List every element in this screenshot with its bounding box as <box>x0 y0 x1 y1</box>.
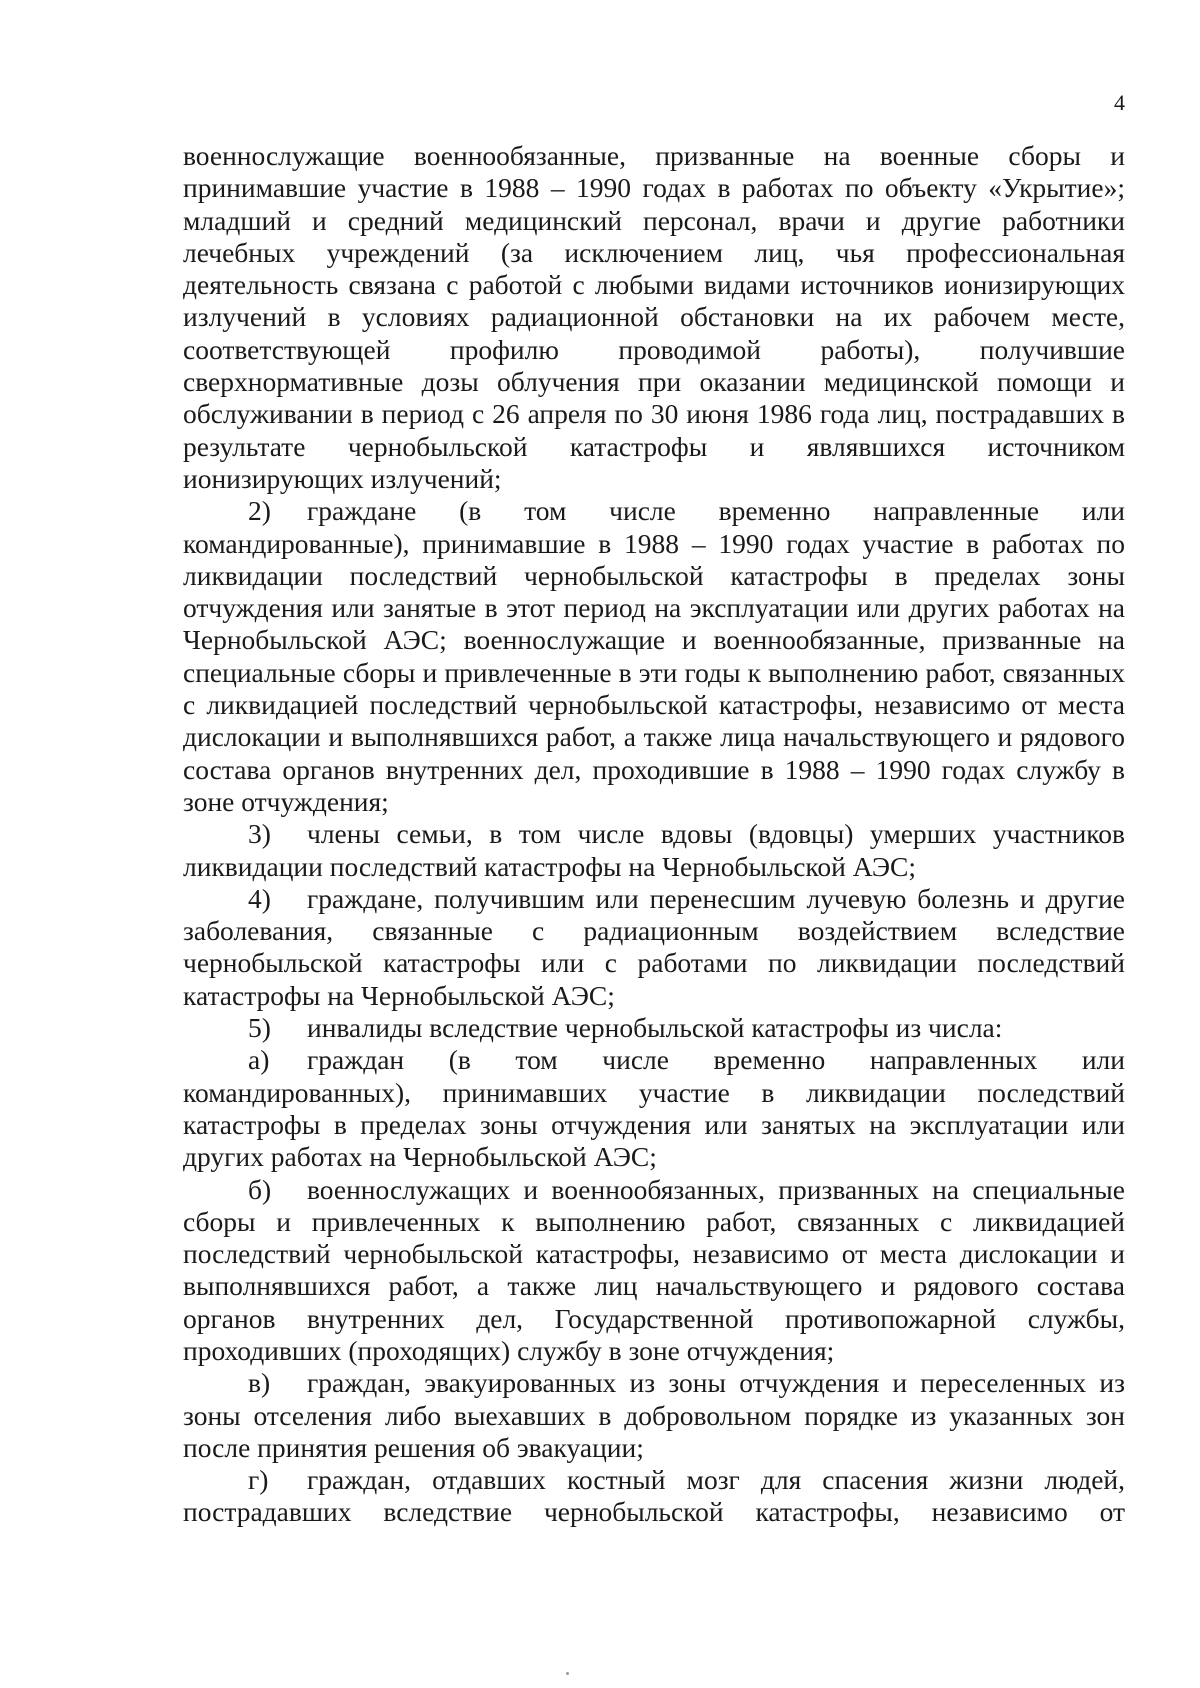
item-marker: в) <box>248 1367 271 1399</box>
paragraph-item-3: 3) члены семьи, в том числе вдовы (вдовцы) умерших участников ликвидации последствий катастрофы на Чернобыльской АЭС; <box>183 818 1125 882</box>
item-marker: 4) <box>248 882 271 914</box>
item-marker: 3) <box>248 818 271 850</box>
body-text <box>183 140 1125 1529</box>
paragraph-item-4: 4) граждане, получившим или перенесшим лучевую болезнь и другие заболевания, связанные с радиационным воздействием вследствие чернобыльской катастрофы или с работами по ликвидации последствий катастрофы на Чернобыльской АЭС; <box>183 882 1125 1011</box>
item-marker: г) <box>248 1464 269 1496</box>
paragraph-item-2: 2) граждане (в том числе временно направленные или командированные), принимавшие в 1988 – 1990 годах участие в работах по ликвидации последствий чернобыльской катастрофы в пределах зоны отчуждения или занятые в этот период на эксплуатации или других работах на Чернобыльской АЭС; военнослужащие и военнообязанные, призванные на специальные сборы и привлеченные в эти годы к выполнению работ, связанных с ликвидацией последствий чернобыльской катастрофы, независимо от места дислокации и выполнявшихся работ, а также лица начальствующего и рядового состава органов внутренних дел, проходившие в 1988 – 1990 годах службу в зоне отчуждения; <box>183 495 1125 817</box>
paragraph-1: военнослужащие военнообязанные, призванные на военные сборы и принимавшие участие в 1988 – 1990 годах в работах по объекту «Укрытие»; младший и средний медицинский персонал, врачи и другие работники лечебных учреждений (за исключением лиц, чья профессиональная деятельность связана с работой с любыми видами источников ионизирующих излучений в условиях радиационной обстановки на их рабочем месте, соответствующей профилю проводимой работы), получившие сверхнормативные дозы облучения при оказании медицинской помощи и обслуживании в период с 26 апреля по 30 июня 1986 года лиц, пострадавших в результате чернобыльской катастрофы и являвшихся источником ионизирующих излучений; <box>183 140 1125 494</box>
item-marker: 2) <box>248 495 271 527</box>
paragraph-item-g: г) граждан, отдавших костный мозг для спасения жизни людей, пострадавших вследствие чернобыльской катастрофы, независимо от <box>183 1464 1125 1528</box>
paragraph-item-a: а) граждан (в том числе временно направленных или командированных), принимавших участие в ликвидации последствий катастрофы в пределах зоны отчуждения или занятых на эксплуатации или других работах на Чернобыльской АЭС; <box>183 1044 1125 1173</box>
paragraph-item-5: 5) инвалиды вследствие чернобыльской катастрофы из числа: <box>248 1012 1003 1044</box>
scan-speck <box>566 1672 569 1675</box>
page-number: 4 <box>1114 90 1125 115</box>
item-marker: б) <box>248 1173 272 1205</box>
item-marker: 5) <box>248 1012 271 1044</box>
item-marker: а) <box>248 1044 270 1076</box>
paragraph-item-v: в) граждан, эвакуированных из зоны отчуждения и переселенных из зоны отселения либо выехавших в добровольном порядке из указанных зон после принятия решения об эвакуации; <box>183 1367 1125 1463</box>
paragraph-item-b: б) военнослужащих и военнообязанных, призванных на специальные сборы и привлеченных к выполнению работ, связанных с ликвидацией последствий чернобыльской катастрофы, независимо от места дислокации и выполнявшихся работ, а также лиц начальствующего и рядового состава органов внутренних дел, Государственной противопожарной службы, проходивших (проходящих) службу в зоне отчуждения; <box>183 1173 1125 1366</box>
